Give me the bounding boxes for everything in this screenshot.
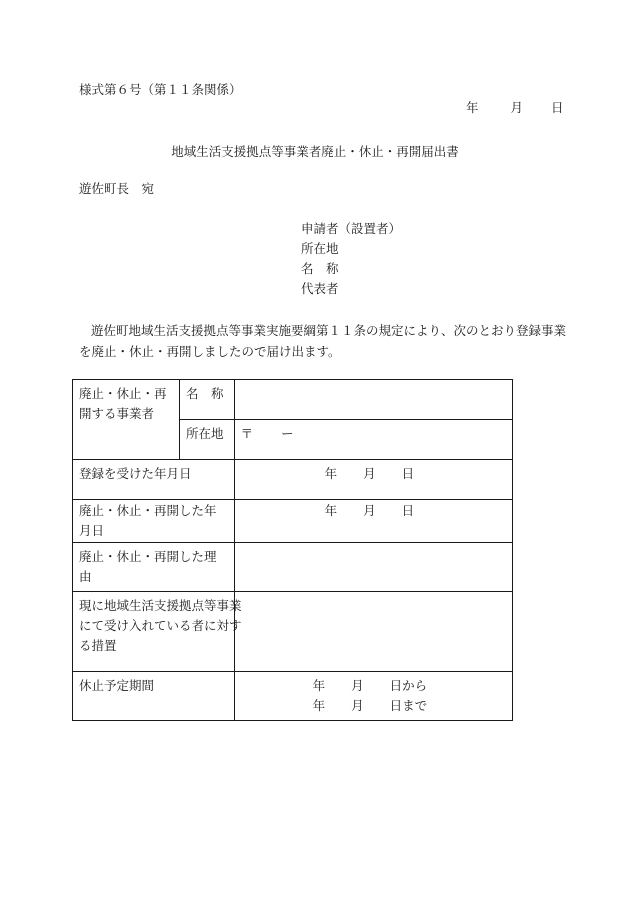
reason-label: 廃止・休止・再開した理由 bbox=[79, 549, 217, 584]
registered-date-label: 登録を受けた年月日 bbox=[79, 466, 192, 481]
header-date bbox=[466, 102, 564, 115]
suspension-from-day: 日から bbox=[389, 678, 428, 693]
applicant-representative-label: 代表者 bbox=[301, 281, 339, 297]
reason-field[interactable] bbox=[234, 543, 512, 592]
change-date-field[interactable] bbox=[234, 500, 512, 543]
change-date-label: 廃止・休止・再開した年月日 bbox=[79, 503, 217, 538]
postal-dash: ー bbox=[281, 426, 294, 441]
suspension-until-year: 年 bbox=[312, 698, 326, 713]
change-year: 年 bbox=[324, 503, 338, 518]
registered-date-label-cell bbox=[73, 460, 235, 500]
body-line-2: を廃止・休止・再開しましたので届け出ます。 bbox=[79, 344, 341, 360]
name-label-cell bbox=[179, 380, 234, 420]
applicant-address-label: 所在地 bbox=[301, 241, 339, 257]
body-line-1: 遊佐町地域生活支援拠点等事業実施要綱第１１条の規定により、次のとおり登録事業 bbox=[91, 323, 567, 338]
document-title: 地域生活支援拠点等事業者廃止・休止・再開届出書 bbox=[171, 144, 459, 159]
applicant-name-label: 名 称 bbox=[301, 261, 339, 277]
notification-table bbox=[72, 379, 513, 721]
measures-label-cell bbox=[73, 592, 242, 672]
suspension-until-day: 日まで bbox=[389, 698, 428, 713]
addressee: 遊佐町長 宛 bbox=[79, 181, 155, 196]
address-label-cell bbox=[179, 420, 234, 460]
header-date-day: 日 bbox=[551, 100, 564, 115]
business-label: 廃止・休止・再開する事業者 bbox=[79, 386, 167, 421]
address-label: 所在地 bbox=[185, 426, 224, 441]
address-field[interactable] bbox=[234, 420, 512, 460]
form-number: 様式第６号（第１１条関係） bbox=[79, 82, 242, 97]
suspension-from-month: 月 bbox=[351, 678, 364, 693]
suspension-period-field[interactable] bbox=[234, 672, 512, 721]
suspension-label: 休止予定期間 bbox=[79, 678, 155, 693]
change-month: 月 bbox=[363, 503, 376, 518]
applicant-block bbox=[301, 222, 401, 303]
registered-date-field[interactable] bbox=[234, 460, 512, 500]
measures-field[interactable] bbox=[234, 592, 512, 672]
header-date-year: 年 bbox=[466, 100, 479, 115]
change-day: 日 bbox=[401, 503, 415, 518]
name-field[interactable] bbox=[234, 380, 512, 420]
registered-month: 月 bbox=[363, 466, 376, 481]
registered-day: 日 bbox=[401, 466, 415, 481]
change-date-label-cell bbox=[73, 500, 235, 543]
measures-label: 現に地域生活支援拠点等事業にて受け入れている者に対する措置 bbox=[79, 598, 242, 653]
suspension-label-cell bbox=[73, 672, 235, 721]
header-date-month: 月 bbox=[510, 100, 524, 115]
business-label-cell bbox=[73, 380, 180, 460]
registered-year: 年 bbox=[324, 466, 338, 481]
reason-label-cell bbox=[73, 543, 235, 592]
body-paragraph bbox=[79, 320, 567, 363]
name-label: 名 称 bbox=[185, 386, 224, 401]
applicant-role: 申請者（設置者） bbox=[301, 221, 402, 236]
suspension-until-month: 月 bbox=[351, 698, 364, 713]
postal-mark: 〒 bbox=[240, 426, 254, 441]
suspension-from-year: 年 bbox=[312, 678, 326, 693]
